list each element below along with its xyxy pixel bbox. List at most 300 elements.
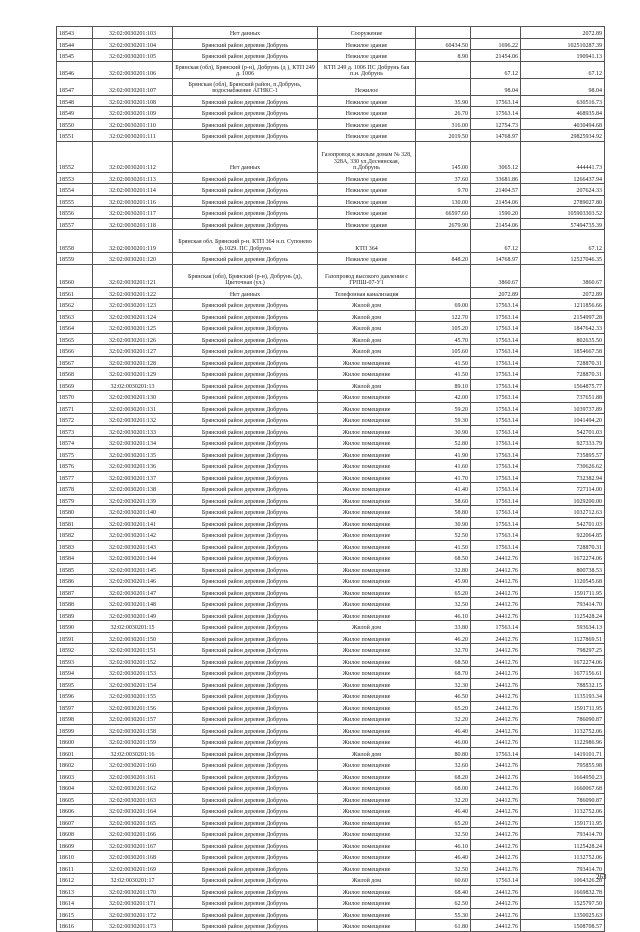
table-row bbox=[57, 95, 605, 107]
address-cell: Брянский район деревня Добрунь bbox=[173, 356, 318, 368]
area-cell: 66597.60 bbox=[416, 207, 471, 219]
cadastral-value-cell: 190941.13 bbox=[521, 50, 605, 62]
area-cell: 89.10 bbox=[416, 379, 471, 391]
cadastral-number-cell: 32:02:0030201:124 bbox=[93, 310, 173, 322]
cadastral-number-cell: 32:02:0030201:162 bbox=[93, 782, 173, 794]
table-row bbox=[57, 713, 605, 725]
object-type-cell: Жилое помещение bbox=[318, 586, 416, 598]
address-cell: Брянский район деревня Добрунь bbox=[173, 253, 318, 265]
cadastral-number-cell: 32:02:0030201:137 bbox=[93, 471, 173, 483]
cadastral-number-cell: 32:02:0030201:125 bbox=[93, 322, 173, 334]
specific-value-cell: 24412.76 bbox=[471, 885, 521, 897]
table-row bbox=[57, 141, 605, 172]
row-number-cell: 18592 bbox=[57, 644, 93, 656]
area-cell: 9.70 bbox=[416, 184, 471, 196]
address-cell: Брянский район деревня Добрунь bbox=[173, 494, 318, 506]
row-number-cell: 18604 bbox=[57, 782, 93, 794]
object-type-cell: Жилое помещение bbox=[318, 805, 416, 817]
table-row bbox=[57, 253, 605, 265]
specific-value-cell: 24412.76 bbox=[471, 920, 521, 932]
table-row bbox=[57, 920, 605, 932]
address-cell: Брянский район деревня Добрунь bbox=[173, 747, 318, 759]
cadastral-number-cell: 32:02:0030201:127 bbox=[93, 345, 173, 357]
cadastral-value-cell: 1591711.95 bbox=[521, 701, 605, 713]
row-number-cell: 18559 bbox=[57, 253, 93, 265]
table-row bbox=[57, 598, 605, 610]
cadastral-value-cell: 1508708.57 bbox=[521, 920, 605, 932]
address-cell: Брянский район деревня Добрунь bbox=[173, 195, 318, 207]
cadastral-number-cell: 32:02:0030201:132 bbox=[93, 414, 173, 426]
area-cell: 69.00 bbox=[416, 299, 471, 311]
row-number-cell: 18547 bbox=[57, 78, 93, 95]
cadastral-value-cell: 98.04 bbox=[521, 78, 605, 95]
cadastral-value-cell: 29825934.92 bbox=[521, 130, 605, 142]
specific-value-cell: 17563.14 bbox=[471, 448, 521, 460]
cadastral-value-cell: 1266437.94 bbox=[521, 172, 605, 184]
cadastral-value-cell: 542701.03 bbox=[521, 425, 605, 437]
cadastral-value-cell: 798297.25 bbox=[521, 644, 605, 656]
row-number-cell: 18563 bbox=[57, 310, 93, 322]
cadastral-value-cell: 795855.98 bbox=[521, 759, 605, 771]
specific-value-cell: 14768.97 bbox=[471, 253, 521, 265]
cadastral-value-cell: 1125428.24 bbox=[521, 839, 605, 851]
object-type-cell: Жилой дом bbox=[318, 747, 416, 759]
address-cell: Брянский район деревня Добрунь bbox=[173, 678, 318, 690]
area-cell: 32.80 bbox=[416, 563, 471, 575]
address-cell: Брянская обл. Брянский р-н. КТП 364 н.п. Супонево ф.1029. ПС Добрунь bbox=[173, 230, 318, 253]
specific-value-cell: 14768.97 bbox=[471, 130, 521, 142]
object-type-cell: Жилое помещение bbox=[318, 782, 416, 794]
row-number-cell: 18581 bbox=[57, 517, 93, 529]
table-row bbox=[57, 736, 605, 748]
cadastral-number-cell: 32:02:0030201:169 bbox=[93, 862, 173, 874]
specific-value-cell: 17563.14 bbox=[471, 471, 521, 483]
cadastral-number-cell: 32:02:0030201:103 bbox=[93, 27, 173, 39]
address-cell: Брянский район деревня Добрунь bbox=[173, 839, 318, 851]
address-cell: Брянский район деревня Добрунь bbox=[173, 184, 318, 196]
cadastral-value-cell: 728870.31 bbox=[521, 356, 605, 368]
table-row bbox=[57, 609, 605, 621]
row-number-cell: 18597 bbox=[57, 701, 93, 713]
table-row bbox=[57, 563, 605, 575]
row-number-cell: 18603 bbox=[57, 770, 93, 782]
row-number-cell: 18610 bbox=[57, 851, 93, 863]
area-cell: 41.50 bbox=[416, 540, 471, 552]
table-row bbox=[57, 310, 605, 322]
cadastral-number-cell: 32:02:0030201:116 bbox=[93, 195, 173, 207]
area-cell: 316.00 bbox=[416, 118, 471, 130]
cadastral-number-cell: 32:02:0030201:163 bbox=[93, 793, 173, 805]
object-type-cell: Жилое помещение bbox=[318, 897, 416, 909]
row-number-cell: 18556 bbox=[57, 207, 93, 219]
row-number-cell: 18548 bbox=[57, 95, 93, 107]
area-cell: 37.60 bbox=[416, 172, 471, 184]
table-row bbox=[57, 701, 605, 713]
table-row bbox=[57, 287, 605, 299]
table-row bbox=[57, 908, 605, 920]
area-cell: 41.90 bbox=[416, 448, 471, 460]
table-row bbox=[57, 540, 605, 552]
specific-value-cell: 24412.76 bbox=[471, 644, 521, 656]
object-type-cell: Жилое помещение bbox=[318, 713, 416, 725]
row-number-cell: 18579 bbox=[57, 494, 93, 506]
address-cell: Нет данных bbox=[173, 141, 318, 172]
specific-value-cell: 17563.14 bbox=[471, 621, 521, 633]
specific-value-cell: 17563.14 bbox=[471, 310, 521, 322]
area-cell: 65.20 bbox=[416, 816, 471, 828]
address-cell: Брянский район деревня Добрунь bbox=[173, 805, 318, 817]
address-cell: Брянский район деревня Добрунь bbox=[173, 483, 318, 495]
cadastral-number-cell: 32:02:0030201:173 bbox=[93, 920, 173, 932]
cadastral-value-cell: 1672274.06 bbox=[521, 655, 605, 667]
area-cell bbox=[416, 78, 471, 95]
table-row bbox=[57, 345, 605, 357]
address-cell: Нет данных bbox=[173, 27, 318, 39]
table-row bbox=[57, 425, 605, 437]
object-type-cell: Жилое помещение bbox=[318, 437, 416, 449]
area-cell: 35.90 bbox=[416, 95, 471, 107]
row-number-cell: 18571 bbox=[57, 402, 93, 414]
cadastral-value-cell: 1660067.68 bbox=[521, 782, 605, 794]
table-row bbox=[57, 529, 605, 541]
cadastral-number-cell: 32:02:0030201:149 bbox=[93, 609, 173, 621]
specific-value-cell: 17563.14 bbox=[471, 747, 521, 759]
cadastral-value-cell: 1591711.95 bbox=[521, 586, 605, 598]
row-number-cell: 18601 bbox=[57, 747, 93, 759]
table-row bbox=[57, 621, 605, 633]
row-number-cell: 18613 bbox=[57, 885, 93, 897]
cadastral-number-cell: 32:02:0030201:150 bbox=[93, 632, 173, 644]
address-cell: Брянский район деревня Добрунь bbox=[173, 897, 318, 909]
object-type-cell: КТП 364 bbox=[318, 230, 416, 253]
address-cell: Брянский район деревня Добрунь bbox=[173, 540, 318, 552]
table-row bbox=[57, 356, 605, 368]
address-cell: Брянский район деревня Добрунь bbox=[173, 402, 318, 414]
specific-value-cell: 24412.76 bbox=[471, 908, 521, 920]
address-cell: Брянский район деревня Добрунь bbox=[173, 437, 318, 449]
table-row bbox=[57, 38, 605, 50]
cadastral-value-cell: 1132752.06 bbox=[521, 724, 605, 736]
row-number-cell: 18591 bbox=[57, 632, 93, 644]
area-cell: 46.50 bbox=[416, 690, 471, 702]
object-type-cell: Жилой дом bbox=[318, 322, 416, 334]
address-cell: Брянский район деревня Добрунь bbox=[173, 586, 318, 598]
specific-value-cell: 24412.76 bbox=[471, 598, 521, 610]
cadastral-value-cell: 3860.67 bbox=[521, 264, 605, 287]
object-type-cell: Жилое помещение bbox=[318, 356, 416, 368]
row-number-cell: 18565 bbox=[57, 333, 93, 345]
specific-value-cell: 24412.76 bbox=[471, 724, 521, 736]
cadastral-number-cell: 32:02:0030201:107 bbox=[93, 78, 173, 95]
cadastral-number-cell: 32:02:0030201:135 bbox=[93, 448, 173, 460]
specific-value-cell: 17563.14 bbox=[471, 437, 521, 449]
cadastral-value-cell: 793414.70 bbox=[521, 828, 605, 840]
address-cell: Брянский район деревня Добрунь bbox=[173, 690, 318, 702]
cadastral-value-cell: 67.12 bbox=[521, 61, 605, 78]
object-type-cell: Жилой дом bbox=[318, 874, 416, 886]
cadastral-number-cell: 32:02:0030201:157 bbox=[93, 713, 173, 725]
table-row bbox=[57, 632, 605, 644]
row-number-cell: 18598 bbox=[57, 713, 93, 725]
specific-value-cell: 24412.76 bbox=[471, 759, 521, 771]
table-row bbox=[57, 678, 605, 690]
address-cell: Брянский район деревня Добрунь bbox=[173, 425, 318, 437]
address-cell: Брянский район деревня Добрунь bbox=[173, 448, 318, 460]
specific-value-cell: 24412.76 bbox=[471, 839, 521, 851]
object-type-cell: Жилое помещение bbox=[318, 552, 416, 564]
area-cell: 105.20 bbox=[416, 322, 471, 334]
table-row bbox=[57, 437, 605, 449]
cadastral-value-cell: 102510287.39 bbox=[521, 38, 605, 50]
address-cell: Брянский район деревня Добрунь bbox=[173, 644, 318, 656]
object-type-cell: Жилое помещение bbox=[318, 529, 416, 541]
object-type-cell: Жилое помещение bbox=[318, 667, 416, 679]
address-cell: Брянский район деревня Добрунь bbox=[173, 793, 318, 805]
table-row bbox=[57, 264, 605, 287]
row-number-cell: 18596 bbox=[57, 690, 93, 702]
area-cell: 68.40 bbox=[416, 885, 471, 897]
cadastral-value-cell: 735895.57 bbox=[521, 448, 605, 460]
table-row bbox=[57, 368, 605, 380]
area-cell bbox=[416, 27, 471, 39]
specific-value-cell: 24412.76 bbox=[471, 575, 521, 587]
object-type-cell: Жилое помещение bbox=[318, 575, 416, 587]
address-cell: Брянский район деревня Добрунь bbox=[173, 828, 318, 840]
table-row bbox=[57, 828, 605, 840]
address-cell: Брянский район деревня Добрунь bbox=[173, 414, 318, 426]
cadastral-number-cell: 32:02:0030201:108 bbox=[93, 95, 173, 107]
area-cell: 848.20 bbox=[416, 253, 471, 265]
specific-value-cell: 33681.86 bbox=[471, 172, 521, 184]
area-cell: 58.80 bbox=[416, 506, 471, 518]
address-cell: Брянский район деревня Добрунь bbox=[173, 621, 318, 633]
row-number-cell: 18562 bbox=[57, 299, 93, 311]
object-type-cell: Нежилое здание bbox=[318, 207, 416, 219]
row-number-cell: 18561 bbox=[57, 287, 93, 299]
cadastral-value-cell: 1419101.71 bbox=[521, 747, 605, 759]
cadastral-number-cell: 32:02:0030201:155 bbox=[93, 690, 173, 702]
object-type-cell: Газопровод к жилым домам № 328, 328А, 330 ул.Деснянская, п.Добрунь bbox=[318, 141, 416, 172]
table-row bbox=[57, 471, 605, 483]
cadastral-number-cell: 32:02:0030201:114 bbox=[93, 184, 173, 196]
address-cell: Брянский район деревня Добрунь bbox=[173, 885, 318, 897]
cadastral-value-cell: 802635.50 bbox=[521, 333, 605, 345]
object-type-cell: Нежилое здание bbox=[318, 38, 416, 50]
area-cell: 8.90 bbox=[416, 50, 471, 62]
area-cell: 33.80 bbox=[416, 621, 471, 633]
cadastral-number-cell: 32:02:0030201:121 bbox=[93, 264, 173, 287]
object-type-cell: Жилой дом bbox=[318, 379, 416, 391]
specific-value-cell: 17563.14 bbox=[471, 494, 521, 506]
area-cell: 46.40 bbox=[416, 805, 471, 817]
cadastral-value-cell: 4030494.68 bbox=[521, 118, 605, 130]
object-type-cell: Жилой дом bbox=[318, 310, 416, 322]
cadastral-number-cell: 32:02:0030201:167 bbox=[93, 839, 173, 851]
row-number-cell: 18608 bbox=[57, 828, 93, 840]
address-cell: Брянский район деревня Добрунь bbox=[173, 38, 318, 50]
specific-value-cell bbox=[471, 27, 521, 39]
row-number-cell: 18550 bbox=[57, 118, 93, 130]
specific-value-cell: 17563.14 bbox=[471, 874, 521, 886]
row-number-cell: 18568 bbox=[57, 368, 93, 380]
address-cell: Брянский район деревня Добрунь bbox=[173, 759, 318, 771]
cadastral-value-cell: 1664950.23 bbox=[521, 770, 605, 782]
row-number-cell: 18555 bbox=[57, 195, 93, 207]
area-cell: 30.90 bbox=[416, 425, 471, 437]
cadastral-number-cell: 32:02:0030201:143 bbox=[93, 540, 173, 552]
table-row bbox=[57, 506, 605, 518]
cadastral-number-cell: 32:02:0030201:165 bbox=[93, 816, 173, 828]
row-number-cell: 18593 bbox=[57, 655, 93, 667]
table-row bbox=[57, 747, 605, 759]
specific-value-cell: 21454.06 bbox=[471, 50, 521, 62]
specific-value-cell: 24412.76 bbox=[471, 586, 521, 598]
table-row bbox=[57, 218, 605, 230]
row-number-cell: 18573 bbox=[57, 425, 93, 437]
object-type-cell: Газопровод высокого давления с ГРПШ-07-У1 bbox=[318, 264, 416, 287]
address-cell: Брянская (обл), Брянский район, п.Добрунь, водоснабжение АГНКС-1 bbox=[173, 78, 318, 95]
table-row bbox=[57, 107, 605, 119]
area-cell: 41.50 bbox=[416, 356, 471, 368]
cadastral-value-cell: 793414.70 bbox=[521, 862, 605, 874]
cadastral-value-cell: 1135193.34 bbox=[521, 690, 605, 702]
specific-value-cell: 24412.76 bbox=[471, 655, 521, 667]
area-cell: 41.40 bbox=[416, 483, 471, 495]
area-cell: 61.80 bbox=[416, 920, 471, 932]
object-type-cell: Жилой дом bbox=[318, 333, 416, 345]
specific-value-cell: 21404.57 bbox=[471, 184, 521, 196]
area-cell: 55.30 bbox=[416, 908, 471, 920]
registry-rows bbox=[57, 27, 605, 932]
specific-value-cell: 24412.76 bbox=[471, 713, 521, 725]
cadastral-number-cell: 32:02:0030201:123 bbox=[93, 299, 173, 311]
object-type-cell: Нежилое здание bbox=[318, 172, 416, 184]
specific-value-cell: 17563.14 bbox=[471, 460, 521, 472]
specific-value-cell: 17563.14 bbox=[471, 356, 521, 368]
table-row bbox=[57, 575, 605, 587]
specific-value-cell: 17563.14 bbox=[471, 402, 521, 414]
area-cell: 59.20 bbox=[416, 402, 471, 414]
specific-value-cell: 67.12 bbox=[471, 230, 521, 253]
address-cell: Брянская (обл), Брянский (р-н), Добрунь (д ), КТП 249 д. 1006 bbox=[173, 61, 318, 78]
specific-value-cell: 24412.76 bbox=[471, 805, 521, 817]
object-type-cell: Жилое помещение bbox=[318, 736, 416, 748]
table-row bbox=[57, 61, 605, 78]
area-cell bbox=[416, 61, 471, 78]
row-number-cell: 18558 bbox=[57, 230, 93, 253]
area-cell: 46.00 bbox=[416, 736, 471, 748]
cadastral-number-cell: 32:02:0030201:141 bbox=[93, 517, 173, 529]
row-number-cell: 18616 bbox=[57, 920, 93, 932]
table-row bbox=[57, 552, 605, 564]
area-cell: 32.70 bbox=[416, 644, 471, 656]
object-type-cell: Нежилое здание bbox=[318, 218, 416, 230]
cadastral-number-cell: 32:02:0030201:104 bbox=[93, 38, 173, 50]
address-cell: Брянский район деревня Добрунь bbox=[173, 299, 318, 311]
table-row bbox=[57, 816, 605, 828]
object-type-cell: Нежилое здание bbox=[318, 95, 416, 107]
object-type-cell: Жилое помещение bbox=[318, 678, 416, 690]
object-type-cell: Жилое помещение bbox=[318, 701, 416, 713]
address-cell: Брянский район деревня Добрунь bbox=[173, 862, 318, 874]
table-row bbox=[57, 793, 605, 805]
address-cell: Брянский район деревня Добрунь bbox=[173, 609, 318, 621]
object-type-cell: Нежилое здание bbox=[318, 253, 416, 265]
area-cell: 105.60 bbox=[416, 345, 471, 357]
area-cell: 46.20 bbox=[416, 632, 471, 644]
cadastral-number-cell: 32:02:0030201:126 bbox=[93, 333, 173, 345]
specific-value-cell: 3860.67 bbox=[471, 264, 521, 287]
specific-value-cell: 2072.89 bbox=[471, 287, 521, 299]
object-type-cell: Жилое помещение bbox=[318, 632, 416, 644]
specific-value-cell: 17563.14 bbox=[471, 540, 521, 552]
cadastral-value-cell: 1525797.50 bbox=[521, 897, 605, 909]
row-number-cell: 18554 bbox=[57, 184, 93, 196]
table-row bbox=[57, 759, 605, 771]
address-cell: Брянский район деревня Добрунь bbox=[173, 460, 318, 472]
row-number-cell: 18600 bbox=[57, 736, 93, 748]
table-row bbox=[57, 690, 605, 702]
row-number-cell: 18549 bbox=[57, 107, 93, 119]
table-row bbox=[57, 195, 605, 207]
object-type-cell: Жилое помещение bbox=[318, 828, 416, 840]
cadastral-value-cell: 207624.33 bbox=[521, 184, 605, 196]
table-row bbox=[57, 782, 605, 794]
address-cell: Брянский район деревня Добрунь bbox=[173, 345, 318, 357]
cadastral-number-cell: 32:02:0030201:156 bbox=[93, 701, 173, 713]
cadastral-number-cell: 32:02:0030201:151 bbox=[93, 644, 173, 656]
specific-value-cell: 17563.14 bbox=[471, 333, 521, 345]
area-cell bbox=[416, 230, 471, 253]
specific-value-cell: 1590.20 bbox=[471, 207, 521, 219]
object-type-cell: Жилое помещение bbox=[318, 920, 416, 932]
area-cell: 60.60 bbox=[416, 874, 471, 886]
specific-value-cell: 17563.14 bbox=[471, 322, 521, 334]
specific-value-cell: 17563.14 bbox=[471, 345, 521, 357]
row-number-cell: 18589 bbox=[57, 609, 93, 621]
table-row bbox=[57, 483, 605, 495]
cadastral-number-cell: 32:02:0030201:138 bbox=[93, 483, 173, 495]
specific-value-cell: 21454.06 bbox=[471, 218, 521, 230]
cadastral-number-cell: 32:02:0030201:146 bbox=[93, 575, 173, 587]
row-number-cell: 18609 bbox=[57, 839, 93, 851]
object-type-cell: Жилой дом bbox=[318, 299, 416, 311]
cadastral-number-cell: 32:02:0030201:145 bbox=[93, 563, 173, 575]
row-number-cell: 18585 bbox=[57, 563, 93, 575]
row-number-cell: 18552 bbox=[57, 141, 93, 172]
cadastral-number-cell: 32:02:0030201:112 bbox=[93, 141, 173, 172]
cadastral-value-cell: 593634.13 bbox=[521, 621, 605, 633]
cadastral-value-cell: 1211856.66 bbox=[521, 299, 605, 311]
row-number-cell: 18612 bbox=[57, 874, 93, 886]
row-number-cell: 18588 bbox=[57, 598, 93, 610]
object-type-cell: Жилое помещение bbox=[318, 540, 416, 552]
specific-value-cell: 24412.76 bbox=[471, 667, 521, 679]
cadastral-value-cell: 57494735.39 bbox=[521, 218, 605, 230]
area-cell: 46.40 bbox=[416, 724, 471, 736]
row-number-cell: 18567 bbox=[57, 356, 93, 368]
table-row bbox=[57, 644, 605, 656]
address-cell: Брянский район деревня Добрунь bbox=[173, 598, 318, 610]
cadastral-number-cell: 32:02:0030201:16 bbox=[93, 747, 173, 759]
row-number-cell: 18584 bbox=[57, 552, 93, 564]
cadastral-number-cell: 32:02:0030201:13 bbox=[93, 379, 173, 391]
object-type-cell: Жилое помещение bbox=[318, 724, 416, 736]
table-row bbox=[57, 448, 605, 460]
object-type-cell: Жилое помещение bbox=[318, 368, 416, 380]
row-number-cell: 18607 bbox=[57, 816, 93, 828]
row-number-cell: 18586 bbox=[57, 575, 93, 587]
